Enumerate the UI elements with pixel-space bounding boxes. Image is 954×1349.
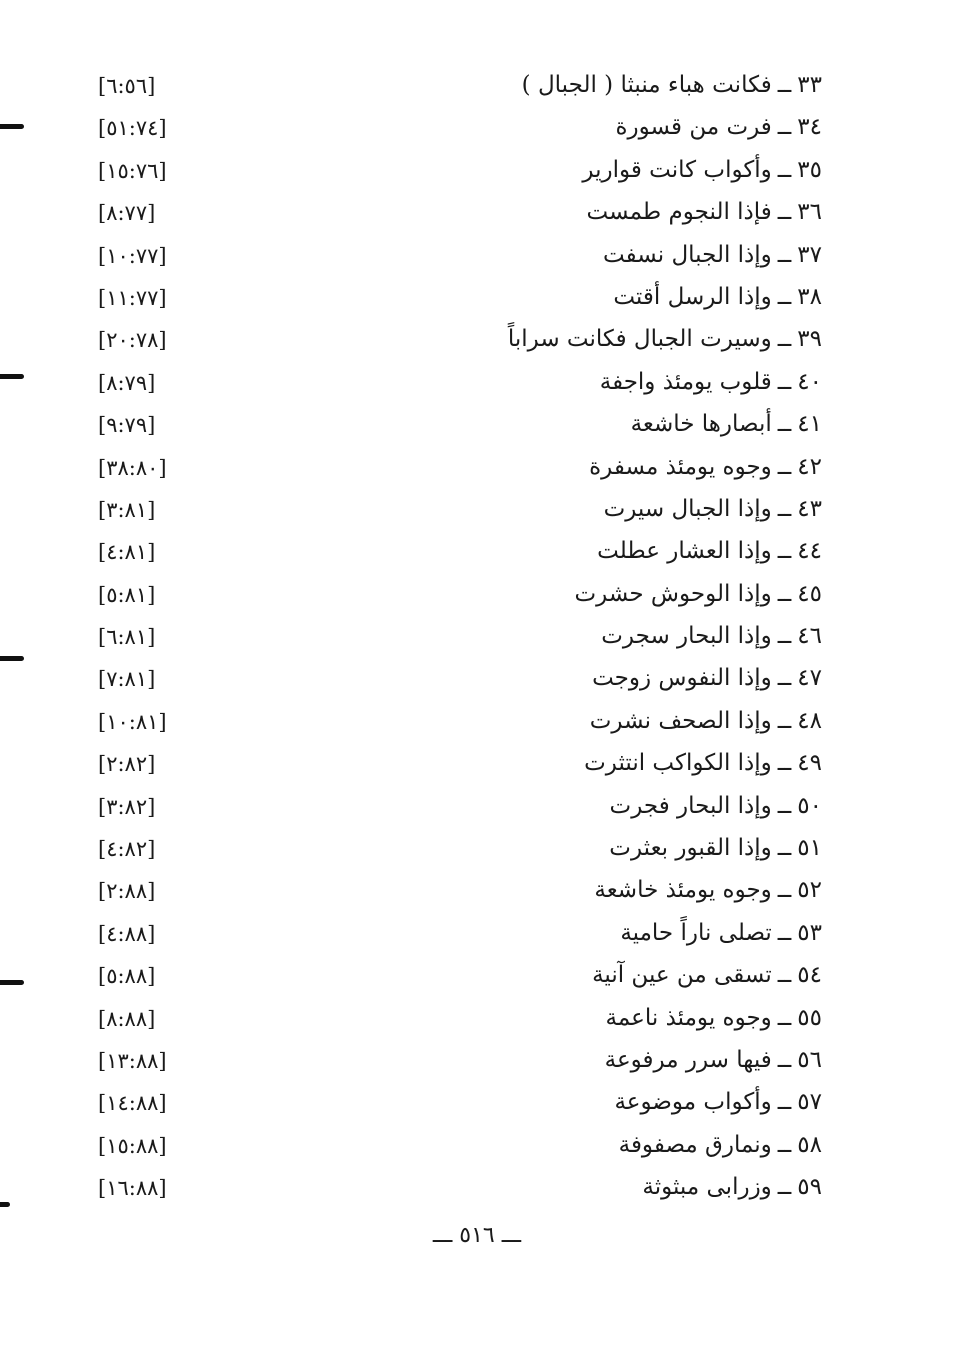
list-item — [0, 236, 954, 278]
list-item — [0, 914, 954, 956]
entry-reference: [٣:٨٢] — [98, 794, 156, 819]
list-item — [0, 490, 954, 532]
entry-number: ٣٧ — [797, 241, 822, 268]
entry-dash: ــ — [777, 1089, 792, 1116]
entry-text: فكانت هباء منبثا ( الجبال ) — [521, 72, 772, 98]
entry-reference: [١٥:٧٦] — [98, 158, 167, 183]
entry-phrase — [606, 1003, 822, 1033]
entry-text: وإذا الرسل أقتت — [613, 283, 772, 310]
entry-dash: ــ — [777, 241, 792, 268]
entry-dash: ــ — [777, 538, 792, 565]
entry-reference: [٦:٥٦] — [98, 74, 156, 98]
entry-number: ٤٠ — [797, 368, 822, 395]
entry-phrase — [631, 409, 822, 439]
entry-text: قلوب يومئذ واجفة — [599, 368, 772, 395]
entry-dash: ــ — [777, 453, 792, 480]
list-item — [0, 278, 954, 320]
entry-reference: [٤:٨٢] — [98, 837, 156, 862]
entry-phrase — [522, 70, 822, 100]
entry-dash: ــ — [777, 877, 792, 904]
entry-dash: ــ — [777, 707, 792, 734]
entry-text: أبصارها خاشعة — [630, 411, 772, 438]
entry-dash: ــ — [777, 1174, 792, 1201]
entry-number: ٣٩ — [797, 326, 822, 353]
entry-number: ٥٧ — [797, 1089, 822, 1116]
entry-text: وأكواب كانت قوارير — [582, 156, 772, 183]
entry-dash: ــ — [777, 368, 792, 395]
entry-phrase — [594, 875, 822, 905]
entry-reference: [١٦:٨٨] — [98, 1176, 167, 1201]
entry-text: وإذا البحار فجرت — [609, 792, 772, 819]
entry-reference: [٤:٨٨] — [98, 921, 156, 946]
entry-text: تصلى ناراً حامية — [620, 919, 772, 946]
entry-number: ٣٦ — [797, 199, 822, 226]
entry-text: وإذا العشار عطلت — [597, 538, 772, 565]
list-item — [0, 1041, 954, 1083]
entry-reference: [١١:٧٧] — [98, 285, 167, 310]
margin-mark — [0, 656, 24, 661]
list-item — [0, 1126, 954, 1168]
entry-text: فإذا النجوم طمست — [586, 199, 772, 226]
entry-number: ٤٣ — [797, 495, 822, 522]
list-item — [0, 532, 954, 574]
entry-phrase — [592, 663, 822, 693]
entry-phrase — [592, 960, 822, 990]
entry-number: ٤٨ — [797, 707, 822, 734]
entry-reference: [٥١:٧٤] — [98, 116, 167, 141]
entry-reference: [١٥:٨٨] — [98, 1133, 167, 1158]
entry-phrase — [613, 282, 822, 312]
entry-number: ٣٨ — [797, 283, 822, 310]
entry-number: ٥٥ — [797, 1004, 822, 1031]
entry-reference: [١٠:٧٧] — [98, 243, 167, 268]
entry-dash: ــ — [777, 1131, 792, 1158]
entry-reference: [١٠:٨١] — [98, 709, 167, 734]
list-item — [0, 702, 954, 744]
entry-dash: ــ — [777, 1004, 792, 1031]
entry-number: ٥٤ — [797, 962, 822, 989]
entry-text: وإذا الكواكب انتثرت — [584, 750, 772, 777]
entry-phrase — [603, 240, 822, 270]
entry-text: وجوه يومئذ مسفرة — [589, 453, 772, 480]
entry-number: ٣٣ — [797, 72, 822, 98]
entry-number: ٤١ — [797, 411, 822, 438]
entry-number: ٥٦ — [797, 1046, 822, 1073]
list-item — [0, 1083, 954, 1125]
entry-number: ٤٧ — [797, 665, 822, 692]
entry-number: ٤٦ — [797, 623, 822, 650]
entry-dash: ــ — [777, 114, 792, 141]
entry-phrase — [620, 918, 822, 948]
entry-text: وإذا البحار سجرت — [601, 623, 772, 650]
entry-number: ٥٨ — [797, 1131, 822, 1158]
list-item — [0, 999, 954, 1041]
entry-text: وإذا القبور بعثرت — [609, 835, 772, 862]
entry-dash: ــ — [777, 199, 792, 226]
entry-reference: [٥:٨١] — [98, 582, 156, 607]
page-number: ـــ ٥١٦ ـــ — [432, 1223, 522, 1248]
entry-dash: ــ — [777, 792, 792, 819]
entry-reference: [٨:٧٧] — [98, 201, 156, 226]
entry-reference: [٤:٨١] — [98, 540, 156, 565]
entry-number: ٤٤ — [797, 538, 822, 565]
entry-number: ٤٩ — [797, 750, 822, 777]
entry-phrase — [614, 1087, 822, 1117]
entry-dash: ــ — [777, 919, 792, 946]
list-item — [0, 363, 954, 405]
entry-reference: [٢:٨٨] — [98, 879, 156, 904]
entry-reference: [٢٠:٧٨] — [98, 328, 167, 353]
list-item — [0, 829, 954, 871]
entry-reference: [٨:٧٩] — [98, 370, 156, 395]
list-item — [0, 448, 954, 490]
margin-mark — [0, 1202, 10, 1207]
entry-phrase — [619, 1130, 822, 1160]
entry-phrase — [584, 748, 822, 778]
entry-number: ٤٢ — [797, 453, 822, 480]
entry-text: وإذا الجبال نسفت — [603, 241, 772, 268]
entry-number: ٥٠ — [797, 792, 822, 819]
entry-phrase — [642, 1172, 822, 1202]
entry-text: فيها سرر مرفوعة — [604, 1046, 772, 1073]
entry-dash: ــ — [777, 750, 792, 777]
entry-dash: ــ — [777, 411, 792, 438]
margin-mark — [0, 124, 24, 129]
entry-list — [0, 66, 954, 1211]
entry-number: ٥٩ — [797, 1174, 822, 1201]
entry-phrase — [604, 494, 822, 524]
entry-phrase — [582, 155, 822, 185]
entry-number: ٣٥ — [797, 156, 822, 183]
entry-reference: [٣:٨١] — [98, 497, 156, 522]
entry-dash: ــ — [777, 623, 792, 650]
entry-reference: [٢:٨٢] — [98, 752, 156, 777]
entry-phrase — [575, 579, 823, 609]
entry-dash: ــ — [777, 665, 792, 692]
entry-dash: ــ — [777, 1046, 792, 1073]
entry-phrase — [600, 367, 822, 397]
list-item — [0, 108, 954, 150]
entry-reference: [٨:٨٨] — [98, 1006, 156, 1031]
list-item — [0, 320, 954, 362]
entry-text: ونمارق مصفوفة — [618, 1131, 772, 1158]
entry-dash: ــ — [777, 283, 792, 310]
entry-phrase — [610, 791, 822, 821]
entry-reference: [١٤:٨٨] — [98, 1091, 167, 1116]
entry-number: ٤٥ — [797, 580, 822, 607]
entry-reference: [١٣:٨٨] — [98, 1048, 167, 1073]
entry-phrase — [609, 833, 822, 863]
entry-reference: [٩:٧٩] — [98, 413, 156, 438]
entry-phrase — [601, 621, 822, 651]
list-item — [0, 787, 954, 829]
entry-phrase — [587, 197, 822, 227]
entry-reference: [٣٨:٨٠] — [98, 455, 167, 480]
list-item — [0, 575, 954, 617]
entry-text: وأكواب موضوعة — [614, 1089, 772, 1116]
entry-text: فرت من قسورة — [615, 114, 772, 141]
entry-dash: ــ — [777, 156, 792, 183]
entry-reference: [٥:٨٨] — [98, 964, 156, 989]
entry-dash: ــ — [777, 962, 792, 989]
entry-text: وجوه يومئذ خاشعة — [594, 877, 772, 904]
list-item — [0, 66, 954, 108]
entry-dash: ــ — [777, 495, 792, 522]
entry-number: ٥١ — [797, 835, 822, 862]
entry-text: تسقى من عين آنية — [592, 962, 772, 989]
margin-mark — [0, 374, 24, 379]
list-item — [0, 617, 954, 659]
entry-text: وإذا النفوس زوجت — [592, 665, 772, 692]
entry-number: ٥٢ — [797, 877, 822, 904]
entry-phrase — [508, 324, 822, 354]
entry-dash: ــ — [777, 326, 792, 353]
entry-number: ٥٣ — [797, 919, 822, 946]
list-item — [0, 871, 954, 913]
entry-phrase — [615, 112, 822, 142]
entry-text: وجوه يومئذ ناعمة — [605, 1004, 772, 1031]
entry-number: ٣٤ — [797, 114, 822, 141]
entry-dash: ــ — [777, 72, 792, 98]
margin-mark — [0, 980, 24, 985]
entry-dash: ــ — [777, 580, 792, 607]
list-item — [0, 744, 954, 786]
entry-phrase — [590, 706, 822, 736]
entry-phrase — [597, 536, 822, 566]
list-item — [0, 151, 954, 193]
entry-dash: ــ — [777, 835, 792, 862]
list-item — [0, 659, 954, 701]
list-item — [0, 956, 954, 998]
entry-text: وسيرت الجبال فكانت سراباً — [507, 326, 772, 353]
entry-text: وإذا الوحوش حشرت — [574, 580, 772, 607]
entry-reference: [٦:٨١] — [98, 625, 156, 650]
entry-phrase — [589, 452, 822, 482]
entry-text: وإذا الجبال سيرت — [603, 495, 772, 522]
list-item — [0, 405, 954, 447]
entry-text: وزرابى مبثوثة — [642, 1174, 772, 1201]
entry-text: وإذا الصحف نشرت — [589, 707, 772, 734]
entry-phrase — [605, 1045, 822, 1075]
list-item — [0, 1168, 954, 1210]
list-item — [0, 193, 954, 235]
entry-reference: [٧:٨١] — [98, 667, 156, 692]
